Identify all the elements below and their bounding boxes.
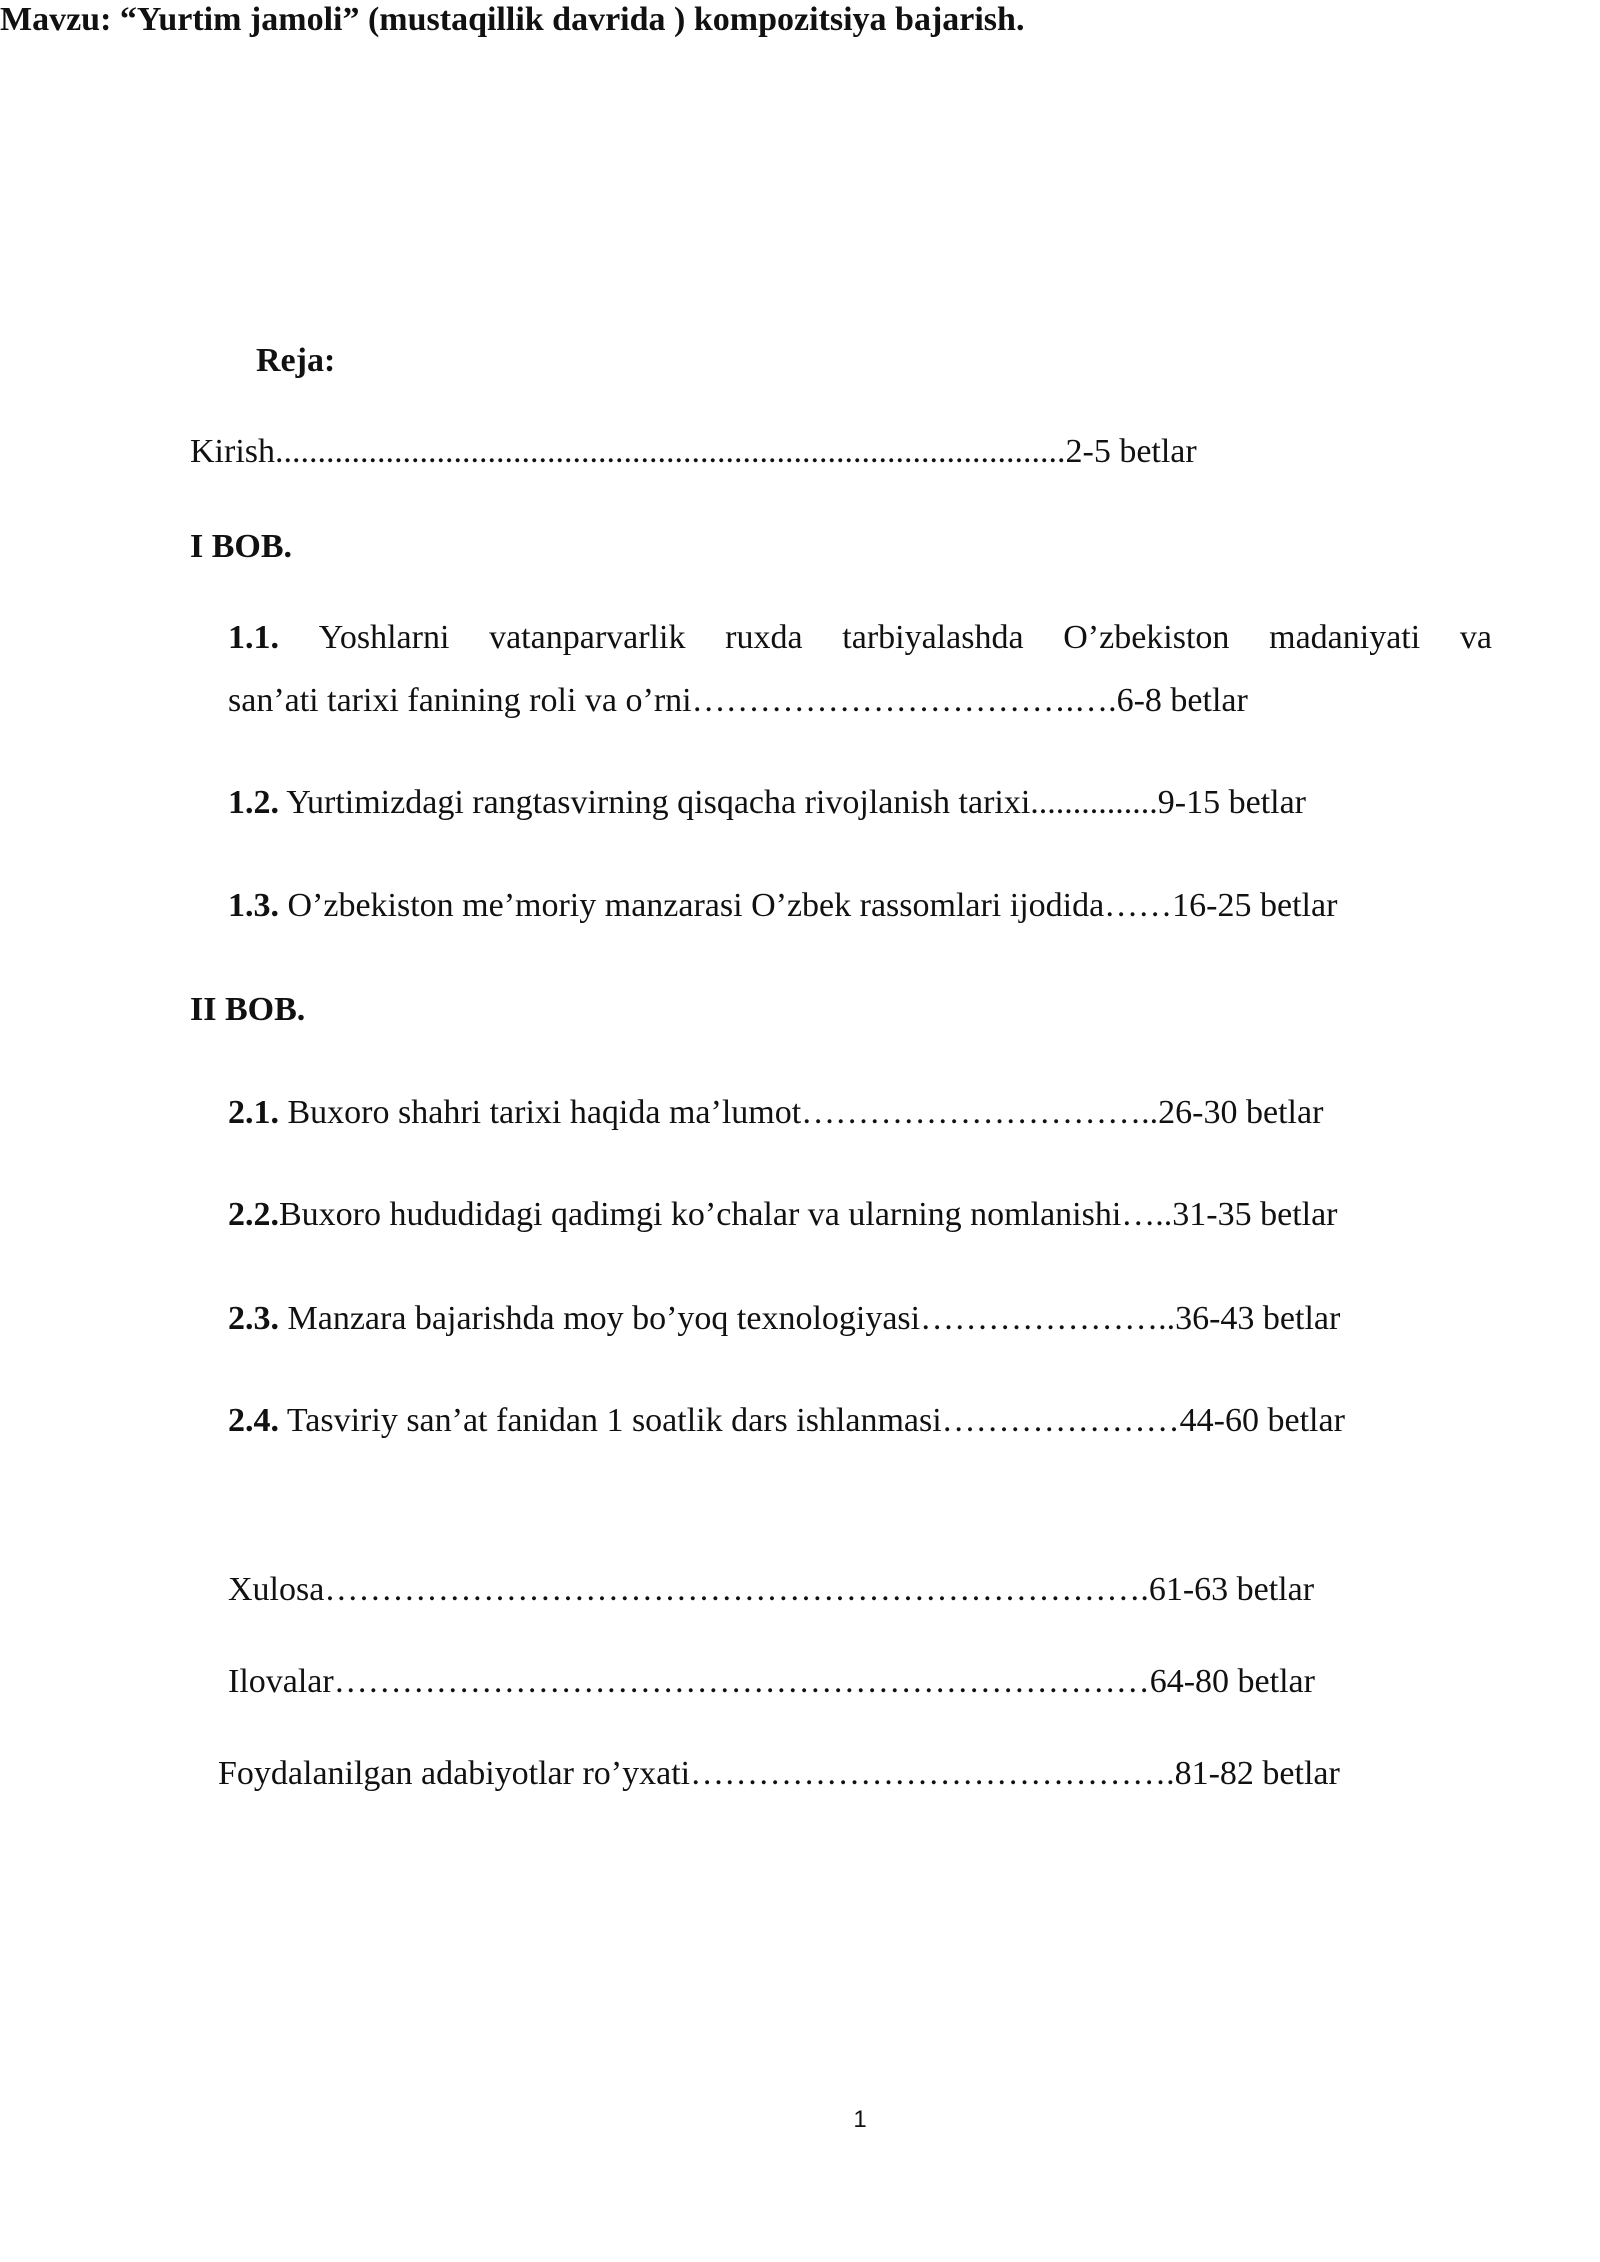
toc-word: Yoshlarni: [318, 619, 450, 656]
toc-entry-2-3: [228, 1299, 1340, 1339]
toc-word: va: [1459, 619, 1492, 656]
toc-word: madaniyati: [1269, 619, 1421, 656]
toc-entry-1-1-first-line: [228, 618, 1492, 658]
toc-word: vatanparvarlik: [489, 619, 686, 656]
toc-entry-2-4: [228, 1401, 1345, 1441]
toc-entry-text: Yurtimizdagi rangtasvirning qisqacha rivojlanish tarixi...............9-15 betlar: [279, 784, 1307, 821]
toc-entry-text: Buxoro shahri tarixi haqida ma’lumot…………………………..26-30 betlar: [279, 1094, 1324, 1131]
toc-entry-1-1-second-line: san’ati tarixi fanining roli va o’rni…………………………….….6-8 betlar: [228, 682, 1248, 719]
toc-entry-number: 1.3.: [228, 887, 279, 924]
toc-entry-text: Buxoro hududidagi qadimgi ko’chalar va ularning nomlanishi…..31-35 betlar: [279, 1196, 1338, 1233]
toc-word: ruxda: [725, 619, 803, 656]
toc-word: O’zbekiston: [1063, 619, 1230, 656]
toc-entry-number: 2.2.: [228, 1196, 279, 1233]
toc-entry-2-1: [228, 1093, 1323, 1133]
toc-entry-text: O’zbekiston me’moriy manzarasi O’zbek rassomlari ijodida……16-25 betlar: [279, 887, 1338, 924]
toc-entry-conclusion: Xulosa……………………………………………………………….61-63 betlar: [228, 1571, 1315, 1608]
toc-entry-number: 2.4.: [228, 1402, 279, 1439]
page-number: 1: [853, 2106, 867, 2133]
toc-word: tarbiyalashda: [842, 619, 1024, 656]
toc-entry-text: Tasviriy san’at fanidan 1 soatlik dars ishlanmasi…………………44-60 betlar: [279, 1402, 1345, 1439]
chapter-heading-2: II BOB.: [190, 991, 306, 1028]
chapter-heading-1: I BOB.: [190, 528, 293, 565]
toc-entry-1-3: [228, 886, 1337, 926]
toc-entry-number: 2.3.: [228, 1300, 279, 1337]
toc-entry-number: 1.1.: [228, 619, 279, 656]
toc-entry-appendices: Ilovalar………………………………………………………………64-80 betlar: [228, 1663, 1315, 1700]
plan-heading: Reja:: [256, 342, 336, 379]
toc-entry-text: Manzara bajarishda moy bo’yoq texnologiyasi…………………..36-43 betlar: [279, 1300, 1341, 1337]
toc-entry-number: 2.1.: [228, 1094, 279, 1131]
toc-entry-1-2: [228, 783, 1306, 823]
toc-entry-references: Foydalanilgan adabiyotlar ro’yxati…………………………………….81-82 betlar: [218, 1755, 1340, 1792]
toc-entry-2-2: [228, 1195, 1338, 1235]
toc-entry-number: 1.2.: [228, 784, 279, 821]
document-title: Mavzu: “Yurtim jamoli” (mustaqillik davrida ) kompozitsiya bajarish.: [0, 1, 1025, 38]
toc-entry-intro: Kirish.............................................................................................2-5 betlar: [190, 433, 1197, 470]
